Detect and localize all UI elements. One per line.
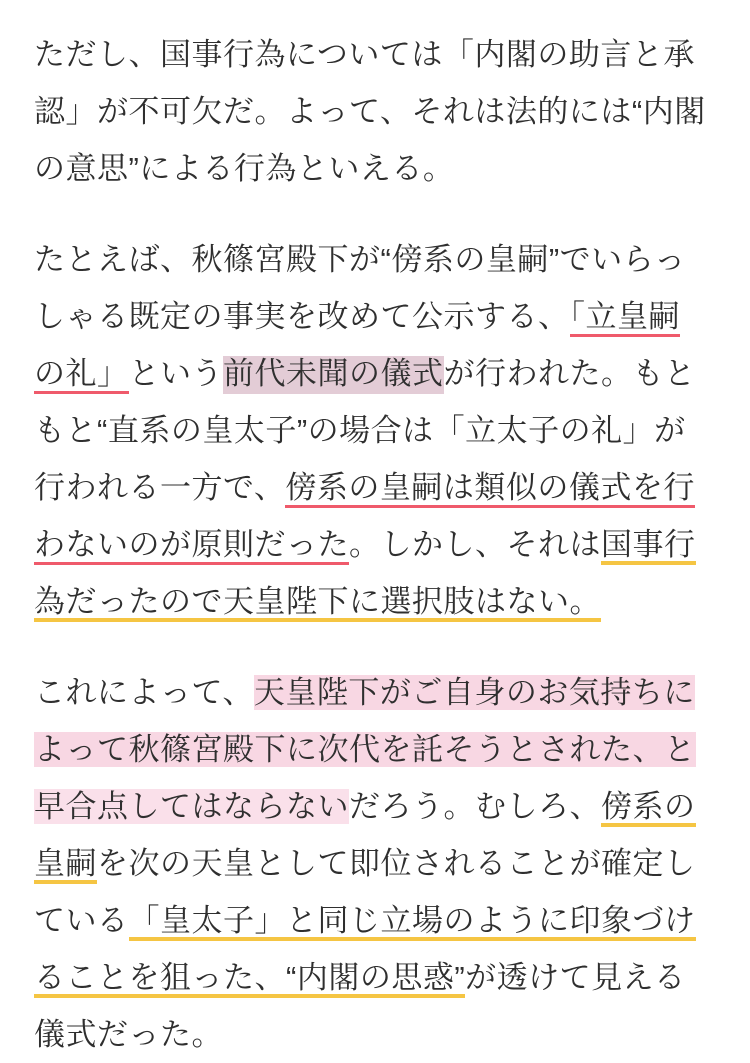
text-plain: という: [128, 356, 223, 391]
paragraph-3: [34, 664, 716, 1063]
text-line: [34, 356, 696, 394]
underline-red-segment: 傍系の皇嗣は類似の儀式を行: [285, 470, 695, 508]
text-plain: たとえば、秋篠宮殿下が“傍系の皇嗣”でいらっ: [34, 242, 686, 277]
text-line: 認」が不可欠だ。よって、それは法的には“内閣: [34, 94, 706, 129]
text-line: [34, 675, 695, 710]
text-plain: が行われた。もと: [443, 356, 696, 391]
text-plain: 行われる一方で、: [34, 470, 286, 505]
paragraph-1: [34, 26, 716, 197]
text-plain: を次の天皇として即位されることが確定し: [97, 846, 696, 881]
text-line: [34, 960, 686, 998]
text-line: [34, 903, 696, 941]
text-line: [34, 732, 696, 767]
highlight-pink-segment: よって秋篠宮殿下に次代を託そうとされた、と: [34, 732, 696, 767]
text-line: [34, 1017, 223, 1052]
text-plain: 儀式だった。: [34, 1017, 223, 1052]
text-plain: これによって、: [34, 675, 254, 710]
underline-yellow-segment: ることを狙った、“内閣の思惑”: [34, 960, 465, 998]
text-line: の意思”による行為といえる。: [34, 151, 455, 186]
underline-yellow-segment: 国事行: [601, 527, 696, 565]
underline-red-segment: わないのが原則だった: [34, 527, 349, 565]
text-line: [34, 789, 696, 827]
text-plain: ている: [34, 903, 129, 938]
highlight-pink-segment: 天皇陛下がご自身のお気持ちに: [253, 675, 695, 710]
text-line: [34, 242, 686, 277]
text-line: [34, 527, 696, 565]
underline-yellow-segment: 為だったので天皇陛下に選択肢はない。: [34, 584, 601, 622]
text-plain: 。しかし、それは: [349, 527, 601, 562]
text-plain: だろう。むしろ、: [349, 789, 601, 824]
paragraph-2: [34, 231, 716, 630]
text-line: [34, 846, 696, 884]
underline-yellow-segment: 傍系の: [601, 789, 696, 827]
text-line: [34, 299, 680, 337]
underline-red-segment: 「立皇嗣: [570, 299, 681, 337]
highlight-pinkgray-segment: 前代未聞の儀式: [223, 356, 444, 394]
underline-red-segment: の礼」: [34, 356, 129, 394]
text-line: [34, 470, 695, 508]
text-plain: が透けて見える: [465, 960, 686, 995]
text-plain: しゃる既定の事実を改めて公示する、: [34, 299, 570, 334]
text-line: ただし、国事行為については「内閣の助言と承: [34, 37, 695, 72]
underline-yellow-segment: 「皇太子」と同じ立場のように印象づけ: [129, 903, 696, 941]
underline-yellow-segment: 皇嗣: [34, 846, 97, 884]
text-line: [34, 413, 686, 448]
text-plain: もと“直系の皇太子”の場合は「立太子の礼」が: [34, 413, 686, 448]
text-line: [34, 584, 601, 622]
highlight-pink-segment: 早合点してはならない: [34, 789, 349, 824]
